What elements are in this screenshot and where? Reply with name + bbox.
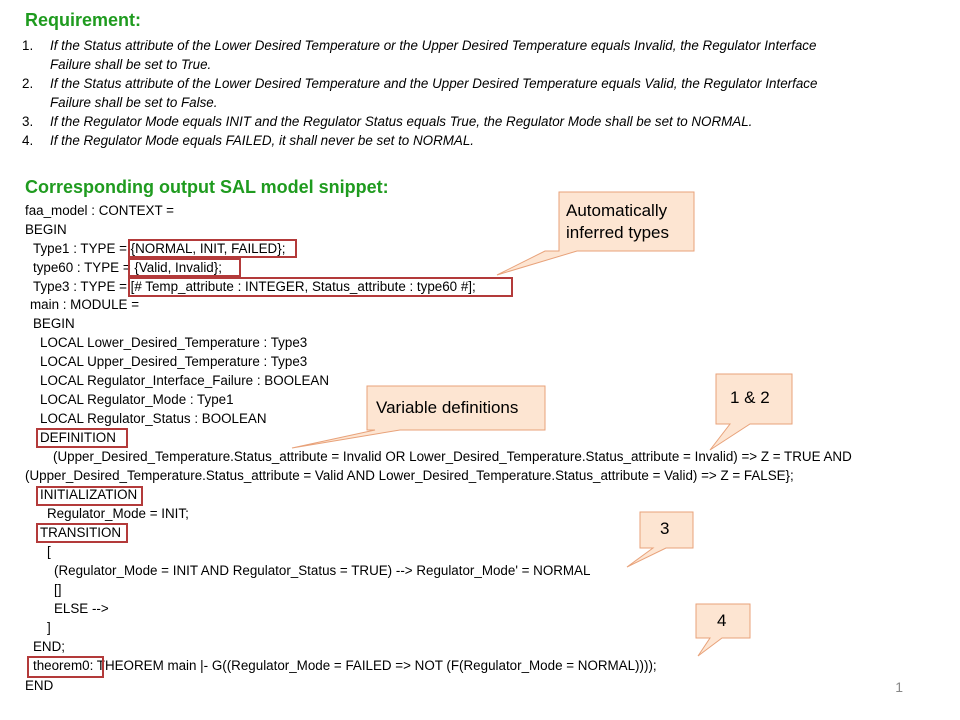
code-line: END; [33, 639, 65, 654]
code-line: ] [47, 620, 51, 635]
code-line: [] [54, 582, 62, 597]
code-line: LOCAL Regulator_Mode : Type1 [40, 392, 234, 407]
callout-types-text-line2: inferred types [566, 223, 669, 242]
code-line: INITIALIZATION [40, 487, 138, 502]
code-line: (Regulator_Mode = INIT AND Regulator_Status = TRUE) --> Regulator_Mode' = NORMAL [54, 563, 591, 578]
code-line: END [25, 678, 54, 693]
requirement-text: If the Status attribute of the Lower Desired Temperature and the Upper Desired Temperature equals Valid, the Regulator Interface [50, 76, 818, 91]
page-number: 1 [895, 679, 903, 695]
code-line: LOCAL Lower_Desired_Temperature : Type3 [40, 335, 308, 350]
code-line: TRANSITION [40, 525, 122, 540]
code-line: DEFINITION [40, 430, 116, 445]
requirement-text: If the Regulator Mode equals FAILED, it shall never be set to NORMAL. [50, 133, 474, 148]
code-line: LOCAL Regulator_Interface_Failure : BOOLEAN [40, 373, 330, 388]
code-line: BEGIN [25, 222, 67, 237]
code-line: Type1 : TYPE = {NORMAL, INIT, FAILED}; [33, 241, 286, 256]
code-line: (Upper_Desired_Temperature.Status_attribute = Valid AND Lower_Desired_Temperature.Status_attribute = Valid) => Z = FALSE}; [25, 468, 794, 483]
callout-3-text: 3 [660, 519, 670, 538]
code-line: (Upper_Desired_Temperature.Status_attribute = Invalid OR Lower_Desired_Temperature.Status_attribute = Invalid) => Z = TRUE AND [53, 449, 852, 464]
code-line: ELSE --> [54, 601, 109, 616]
requirement-number: 1. [22, 38, 34, 53]
requirement-text: If the Regulator Mode equals INIT and the Regulator Status equals True, the Regulator Mode shall be set to NORMAL. [50, 114, 753, 129]
code-line: [ [47, 544, 51, 559]
requirement-number: 3. [22, 114, 34, 129]
requirement-text-continued: Failure shall be set to True. [50, 57, 212, 72]
callout-1-2-shape [710, 374, 792, 450]
code-line: type60 : TYPE = {Valid, Invalid}; [33, 260, 222, 275]
requirement-text-continued: Failure shall be set to False. [50, 95, 218, 110]
snippet-heading: Corresponding output SAL model snippet: [25, 177, 389, 197]
callout-4-text: 4 [717, 611, 727, 630]
code-line: Type3 : TYPE = [# Temp_attribute : INTEGER, Status_attribute : type60 #]; [33, 279, 476, 294]
code-line: faa_model : CONTEXT = [25, 203, 174, 218]
code-line: Regulator_Mode = INIT; [47, 506, 189, 521]
code-line: LOCAL Regulator_Status : BOOLEAN [40, 411, 267, 426]
requirement-number: 2. [22, 76, 34, 91]
code-line: LOCAL Upper_Desired_Temperature : Type3 [40, 354, 308, 369]
callout-1-2-text: 1 & 2 [730, 388, 770, 407]
code-line: theorem0: THEOREM main |- G((Regulator_Mode = FAILED => NOT (F(Regulator_Mode = NORMAL)))); [33, 658, 657, 673]
code-line: BEGIN [33, 316, 75, 331]
requirement-text: If the Status attribute of the Lower Desired Temperature or the Upper Desired Temperature equals Invalid, the Regulator Interface [50, 38, 817, 53]
requirement-heading: Requirement: [25, 10, 142, 30]
callout-types-text-line1: Automatically [566, 201, 668, 220]
code-line: main : MODULE = [30, 297, 140, 312]
requirement-number: 4. [22, 133, 34, 148]
callout-variables-text: Variable definitions [376, 398, 519, 417]
